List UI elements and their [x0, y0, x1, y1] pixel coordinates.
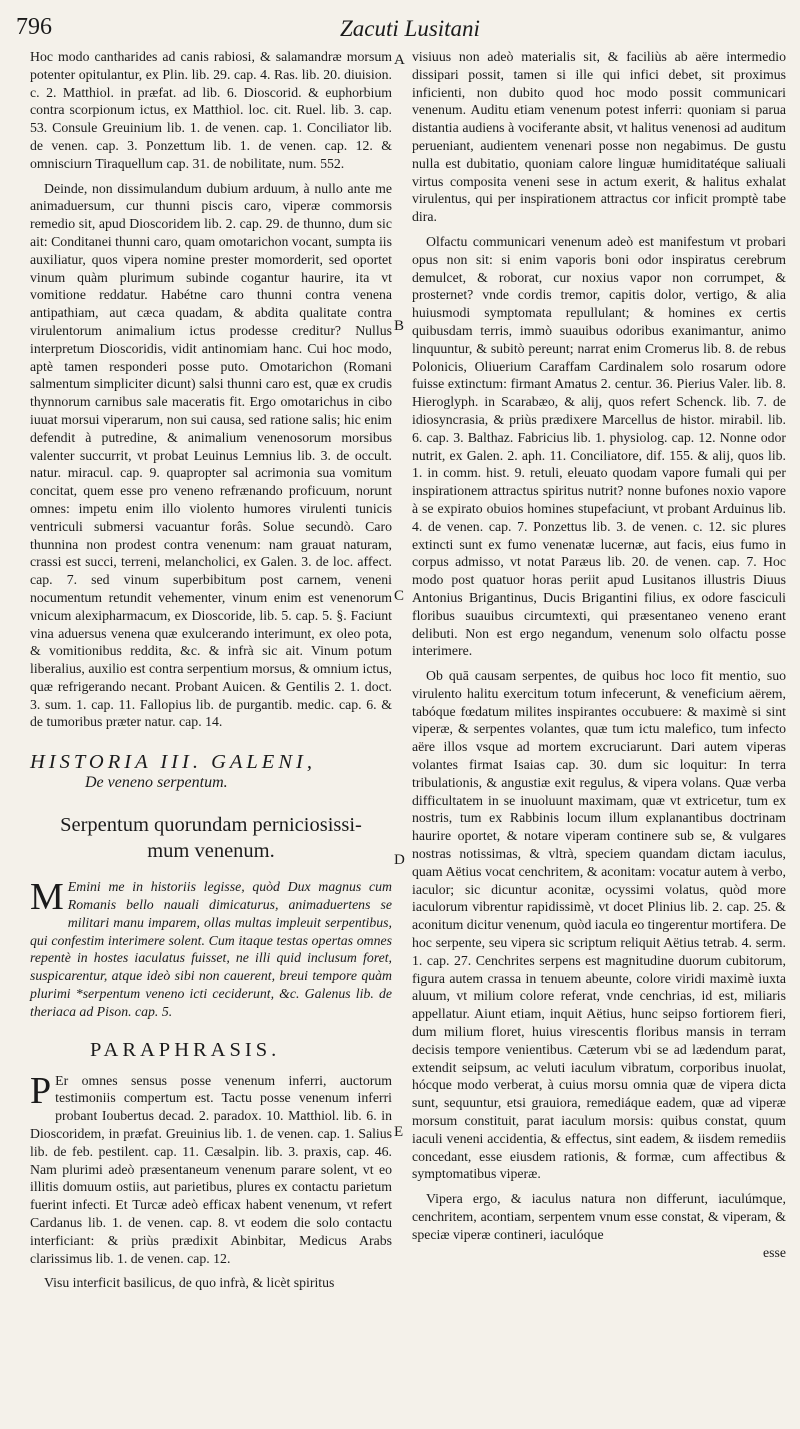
drop-capital: M: [30, 876, 64, 919]
paragraph: Vipera ergo, & iaculus natura non differunt, iaculúmque, cenchritem, acontiam, serpentem vnum esse constat, & viperam, & speciæ viperæ contineri, iaculóque: [412, 1191, 786, 1242]
paragraph: Hoc modo cantharides ad canis rabiosi, & salamandræ morsum potenter opitulantur, ex Plin. lib. 29. cap. 4. Ras. lib. 20. diuision. c. 2. Matthiol. in præfat. ad lib. 6. Dioscorid. & euphorbium contra scorpionum ictus, ex Matthiol. loc. cit. Ruel. lib. 3. cap. 53. Consule Greuinium lib. 1. de venen. cap. 1. Conciliator lib. de venen. cap. 3. Ponzettum lib. 1. de venen. cap. 12. & omnisciurn Tiraquellum cap. 31. de nobilitate, num. 552.: [30, 49, 392, 171]
paragraph: visiuus non adeò materialis sit, & faciliùs ab aëre intermedio dissipari possit, tamen si ille qui infici debet, sit proximus inficienti, non dubito quod hoc modo possit communicari venenum. Auditu etiam venenum potest inferri: quoniam si parua distantia audiens à vociferante absit, vt halitus venenosi ad auditum perueniant, audientem venenari posse non negabimus. De gustu nulla est dubitatio, quoniam calore linguæ humiditatéque saliuali virtus composita veneni sese in actum exerit, & halitus exhalat virulentus, qui per inspirationem attractus cor inficit promptè tabe dira.: [412, 49, 786, 225]
paraphrasis-text: Er omnes sensus posse venenum inferri, auctorum testimoniis compertum est. Tactu posse venenum inferri probant Ioubertus decad. 2. paradox. 10. Matthiol. lib. 6. in Dioscoridem, in præfat. Greuinius lib. 1. de venen. cap. 1. Salius lib. de feb. pestilent. cap. 11. Cæsalpin. lib. 3. praxis, cap. 46. Nam plurimi adeò præsentaneum venenum parare solent, vt eo illitis domuum ostiis, aut parietibus, plures ex contactu parietum fuerint infecti. Et Turcæ adeò efficax habent venenum, vt refert Cardanus lib. 1. de venen. cap. 8. vt eodem die solo contactu interficiant: & priùs prædixit Abinbitar, Medicus Arabs clarissimus lib. 1. de venen. cap. 12.: [30, 1072, 392, 1266]
historia-subheading: De veneno serpentum.: [85, 774, 228, 792]
margin-letter-e: E: [394, 1124, 404, 1140]
galen-quotation: [30, 878, 392, 1020]
margin-letter-c: C: [394, 588, 405, 604]
page-number: 796: [16, 14, 52, 40]
margin-letter-d: D: [394, 852, 405, 868]
paragraph: Olfactu communicari venenum adeò est manifestum vt probari opus non sit: si enim vaporis boni odor inspiratus cerebrum demulcet, & roborat, cur noxius vapor non corrumpet, & prosternet? vnde cordis tremor, capitis dolor, vertigo, & alia huiusmodi symptomata repullulant; & homines ex certis quibusdam terris, immò suauibus odoribus exanimantur, animo linquuntur, & subitò pereunt; narrat enim Cromerus lib. 8. de rebus Polonicis, Oliuerium Caraffam Cardinalem solo rosarum odore fuisse extinctum: firmant Amatus 2. centur. 36. Pierius Valer. lib. 8. Hieroglyph. in Scarabæo, & alij, quos refert Schenck. lib. 7. de idiosyncrasia, & priùs prædixere Marcellus de histor. mirabil. lib. 6. cap. 3. Balthaz. Fabricius lib. 1. physiolog. cap. 12. Nonne odor nutrit, ex Galen. 2. aph. 11. Conciliatore, dif. 155. & alij, quos lib. 1. in comm. hist. 9. retuli, eleuato quodam vapore fumali qui per inspirationem attractus spiritus nutrit? nonne bufones noxio vapore à se expirato obuios homines stupefaciunt, vt probant Arduinus lib. 4. de venen. cap. 7. Ponzettus lib. 3. de venen. c. 12. sic plures extincti sunt ex fumo venenatæ lucernæ, aut facis, eius fumo in corpus admisso, vt notat Paræus lib. 20. de venen. cap. 7. Hoc modo post quatuor horas periit apud Lusitanos illustris Diuus Antonius Brigantinus, Ducis Brigantini filius, ex odore fasciculi floribus suauibus circumtexti, qui præsentaneo veneno erant delibuti. Non est ergo negandum, venenum solo olfactu posse interimere.: [412, 233, 786, 659]
margin-letter-a: A: [394, 52, 405, 68]
paragraph: Deinde, non dissimulandum dubium arduum, à nullo ante me animaduersum, cur thunni piscis caro, viperæ commorsis remedio sit, apud Dioscoridem lib. 2. cap. 29. de thunno, dum sic ait: Conditanei thunni caro, quam omotarichon vocant, sumpta iis auxiliatur, quos vipera nomine prester momorderit, sed oportet vinum quàm plurimum subinde cogantur haurire, ita vt vomitione reddatur. Habétne caro thunni contra venena antipathiam, aut cæca quadam, & abdita qualitate contra virulentorum animalium ictus prodesse creditur? Nullus interpretum Dioscoridis, vidit antinomiam hanc. Cui hoc modo, aptè tamen responderi posse puto. Omotarichon (Romani salmentum simpliciter dicunt) salsi thunni caro est, quæ ex crudis thynnorum carnibus sale maceratis fit. Ergo omotarichus in cibo iuuat morsui viperarum, non sui causa, sed ratione salis; hic enim defendit à putredine, & animalium venenosorum morsibus valenter succurrit, vt probat Leuinus Lemnius lib. 3. de occult. natur. miracul. cap. 9. quapropter sal acrimonia sua vomitum concitat, quem esse pro veneno refrænando proficuum, norunt omnes: impetu enim illo violento humores virulenti tunicis ventriculi submersi vacuantur forâs. Solue secundò. Caro thunnina non prodest contra venenum: nam grauat naturam, crassi est succi, terreni, melancholici, ex Galen. 3. de loc. affect. cap. 7. sed vinum superbibitum post carnem, veneni nocumentum retundit vehementer, vinum enim est venenorum vnicum alexipharmacum, ex Dioscoride, lib. 5. cap. 5. §. Faciunt vina aduersus venena quæ exulcerando interimunt, ex oleo pota, & vomitionibus reddita, &c. & infrà sic ait. Vinum potum liberalius, auxilio est contra serpentium morsus, & omnium ictus, quæ refrigerando necant. Probant Auicen. & Gentilis 2. 1. doct. 3. sum. 1. cap. 11. Fallopius lib. de purgantib. medic. cap. 6. & de tumoribus præter natur. cap. 14.: [30, 180, 392, 730]
catchword: esse: [763, 1244, 786, 1260]
paraphrasis-heading: PARAPHRASIS.: [90, 1038, 281, 1061]
paragraph: Visu interficit basilicus, de quo infrà, & licèt spiritus: [44, 1275, 335, 1291]
historia-heading: HISTORIA III. GALENI,: [30, 751, 316, 774]
right-column: [412, 48, 786, 1261]
historia-title-line: Serpentum quorundam perniciosissi-: [60, 814, 362, 837]
paraphrasis-paragraph: [30, 1069, 392, 1268]
margin-letter-b: B: [394, 318, 405, 334]
left-column: [30, 48, 392, 1292]
paragraph: Ob quā causam serpentes, de quibus hoc loco fit mentio, suo virulento halitu exercitum totum infecerunt, & veneficium aërem, tabóque fœdatum milites inspirantes occubuere: & maximè si sint viperæ, & serpentes volantes, quæ tum ictu malefico, tum infecto aëre illos vsque ad mortem excruciarunt. Dari autem viperas volantes firmat Isaias cap. 30. dum sic loquitur: In terra tribulationis, & angustiæ exit regulus, & vipera volans. Quæ verba difficultatem in se inuoluunt maximam, quæ vt extricetur, tum ex nostris, tum ex Rabbinis locum illum explanantibus doctrinam haurire oportet, & notare viperam continere sub se, & vulgares nostras notissimas, & vltrà, speciem quandam dictam iaculus, quam Aëtius vocat cenchritem, & aconitam: vocatur autem à verbo, iaculor; sic dicuntur aconitæ, ocyssimi volatus, quòd more iaculorum vibrentur rapidissimè, vt docet Plinius lib. 2. cap. 25. & aconitum dicitur venenum, quòd iacula eo tingerentur mortifera. De hoc serpente, seu vipera sic scriptum reliquit Aëtius tetrab. 4. serm. 1. cap. 27. Cenchrites serpens est magnitudine duorum cubitorum, figura autem crassa in tenuem abeunte, colore viridi maximè iuxta aluum, vt milium colore referat, vnde cenchrias, id est, miliaris appellatur. Aiunt etiam, inquit Aëtius, hunc seipso fortiorem fieri, dum milium floret, huius virescentis floribus mansis in terram decisis tempore venientibus. Cæterum vbi se ad lædendum parat, extendit seipsum, ac veluti iaculum vibratum, corporibus inuolat, hócque modo verberat, à cuius morsu omnia quæ de vipera dicta sunt, sequuntur, etsi grauiora, remediáque eadem, quæ ad viperæ morsum constituit, parat iaculum morsis: quibus constat, quum iaculi veneni accidentia, & effectus, sint eadem, & iisdem remediis concedant, esse eiusdem rationis, & formæ, cum affectibus & symptomatibus viperæ.: [412, 668, 786, 1182]
running-title: Zacuti Lusitani: [340, 16, 480, 41]
historia-title-line: mum venenum.: [147, 840, 275, 863]
galen-quotation-text: Emini me in historiis legisse, quòd Dux magnus cum Romanis bello nauali dimicaturus, animaduertens se militari manu imparem, ollas multas impleuit serpentibus, qui confestim interimere solent. Cum itaque testas opertas omnes repentè in hostes iaculatus fuisset, ne illi quid inclusum foret, suspicarentur, atque ideò sibi non cauerent, breui tempore quàm plurimi *serpentum veneno icti ceciderunt, &c. Galenus lib. de theriaca ad Pison. cap. 5.: [30, 879, 392, 1019]
drop-capital: P: [30, 1069, 52, 1112]
historia-title: [30, 812, 392, 864]
